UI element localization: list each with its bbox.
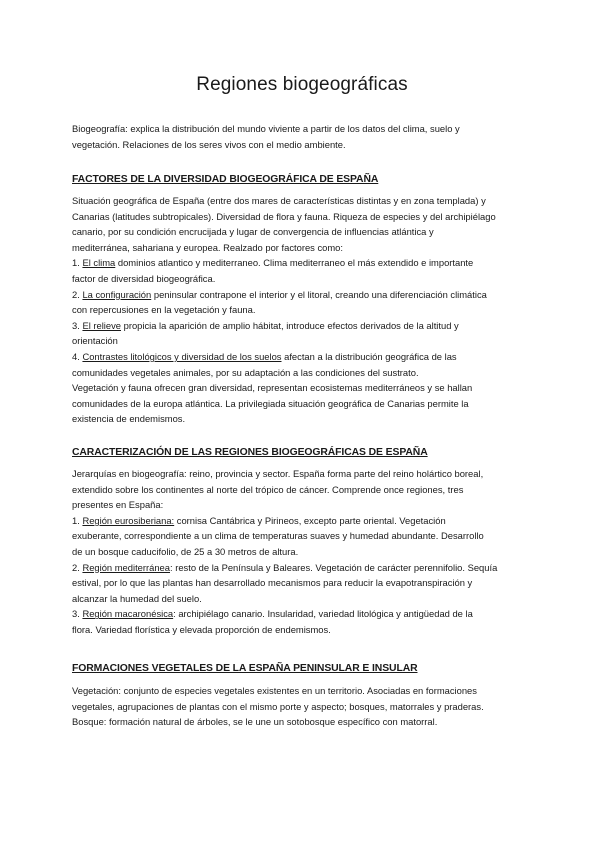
paragraph-line: presentes en España: [72,499,164,511]
paragraph-line: Vegetación y fauna ofrecen gran diversidad, representan ecosistemas mediterráneos y se hallan [72,382,473,394]
intro-line: Biogeografía: explica la distribución del mundo viviente a partir de los datos del clima, suelo y [72,123,460,134]
list-term: El clima [82,257,116,269]
list-item-continuation: con repercusiones en la vegetación y fauna. [72,304,256,316]
paragraph-line: existencia de endemismos. [72,413,186,425]
paragraph-line: Jerarquías en biogeografía: reino, provincia y sector. España forma parte del reino holártico boreal, [72,468,484,479]
list-term: Región eurosiberiana: [82,514,175,526]
paragraph-line: canario, por su condición encrucijada y lugar de convergencia de influencias atlántica y [72,226,434,238]
list-text: cornisa Cantábrica y Pirineos, excepto parte oriental. Vegetación [174,514,446,526]
list-item-continuation: exuberante, correspondiente a un clima de temperaturas suaves y humedad abundante. Desarrollo [72,530,484,542]
list-item-continuation: orientación [72,335,118,347]
list-item [72,255,532,271]
section-heading-factores: FACTORES DE LA DIVERSIDAD BIOGEOGRÁFICA DE ESPAÑA [72,174,379,185]
list-item [72,560,532,576]
list-item [72,287,532,303]
list-text: dominios atlantico y mediterraneo. Clima mediterraneo el más extendido e importante [115,257,474,269]
document-title: Regiones biogeográficas [196,74,408,95]
list-text: : archipiélago canario. Insularidad, variedad litológica y antigüedad de la [173,608,473,620]
section-body-caracterizacion [72,466,532,638]
list-number: 3. [72,608,80,620]
paragraph-line: vegetales, agrupaciones de plantas con el mismo porte y aspecto; bosques, matorrales y praderas. [72,700,484,712]
list-item [72,349,532,365]
paragraph-line: Vegetación: conjunto de especies vegetales existentes en un territorio. Asociadas en formaciones [72,685,477,696]
section-body-formaciones [72,683,532,730]
list-item [72,513,532,529]
list-item-continuation: comunidades vegetales animales, por su adaptación a las condiciones del sustrato. [72,366,419,378]
paragraph-line: mediterránea, sahariana y europea. Realzado por factores como: [72,241,343,253]
list-number: 1. [72,257,80,269]
list-term: La configuración [82,288,152,300]
list-item-continuation: factor de diversidad biogeográfica. [72,272,216,284]
section-body-factores [72,193,532,427]
paragraph-line: Canarias (latitudes subtropicales). Diversidad de flora y fauna. Riqueza de especies y del archipiélago [72,210,496,222]
list-item [72,606,532,622]
list-text: peninsular contrapone el interior y el litoral, creando una diferenciación climática [151,288,487,300]
list-number: 2. [72,561,80,573]
list-term: Contrastes litológicos y diversidad de los suelos [82,350,282,362]
list-text: propicia la aparición de amplio hábitat, introduce efectos derivados de la altitud y [121,319,459,331]
list-item [72,318,532,334]
list-term: El relieve [82,319,121,331]
list-item-continuation: flora. Variedad florística y elevada proporción de endemismos. [72,623,331,635]
intro-paragraph [72,121,532,152]
list-item-continuation: de un bosque caducifolio, de 25 a 30 metros de altura. [72,545,299,557]
section-heading-formaciones: FORMACIONES VEGETALES DE LA ESPAÑA PENINSULAR E INSULAR [72,663,418,674]
list-term: Región macaronésica [82,608,174,620]
paragraph-line: Bosque: formación natural de árboles, se le une un sotobosque específico con matorral. [72,716,438,728]
list-text: afectan a la distribución geográfica de las [281,350,457,362]
list-number: 2. [72,288,80,300]
paragraph-line: Situación geográfica de España (entre dos mares de características distintas y en zona templada) y [72,195,486,206]
paragraph-line: comunidades de la europa atlántica. La privilegiada situación geográfica de Canarias permite la [72,397,469,409]
paragraph-line: extendido sobre los continentes al norte del trópico de cáncer. Comprende once regiones, tres [72,483,464,495]
list-term: Región mediterránea [82,561,170,573]
list-item-continuation: estival, por lo que las plantas han desarrollado mecanismos para reducir la evapotranspiración y [72,577,473,589]
list-item-continuation: alcanzar la humedad del suelo. [72,592,202,604]
intro-line: vegetación. Relaciones de los seres vivos con el medio ambiente. [72,138,346,150]
list-text: : resto de la Península y Baleares. Vegetación de carácter perennifolio. Sequía [170,561,498,573]
list-number: 1. [72,514,80,526]
list-number: 4. [72,350,80,362]
list-number: 3. [72,319,80,331]
section-heading-caracterizacion: CARACTERIZACIÓN DE LAS REGIONES BIOGEOGRÁFICAS DE ESPAÑA [72,447,428,458]
